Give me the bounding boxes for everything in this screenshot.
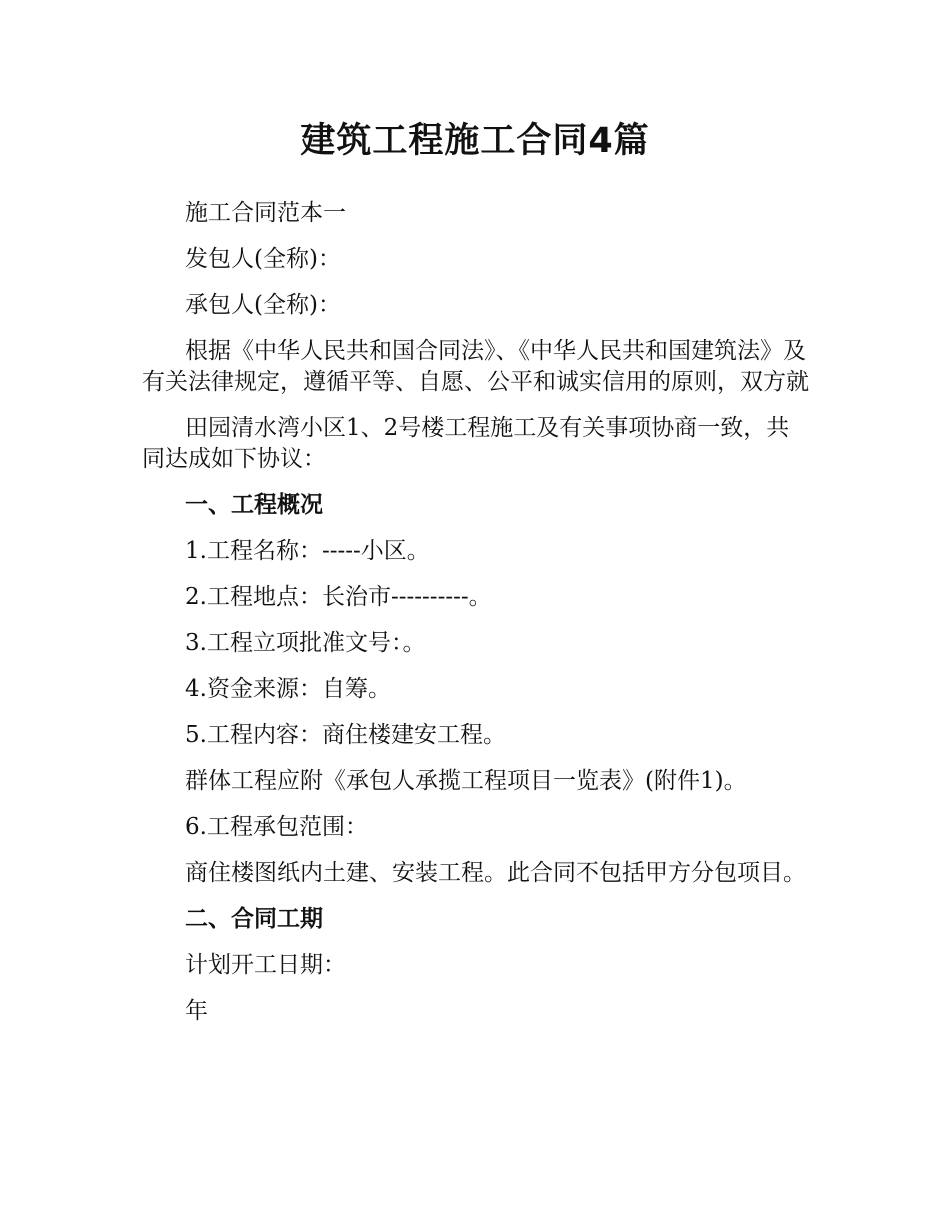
paragraph-group-project-note: 群体工程应附《承包人承揽工程项目一览表》(附件1)。: [185, 768, 747, 794]
paragraph-project-location: 2.工程地点：长治市----------。: [185, 584, 492, 610]
section-heading-project-overview: 一、工程概况: [185, 492, 323, 518]
paragraph-contract-sample-one: 施工合同范本一: [185, 200, 346, 226]
paragraph-project-content: 5.工程内容：商住楼建安工程。: [185, 722, 506, 748]
paragraph-legal-basis: 根据《中华人民共和国合同法》、《中华人民共和国建筑法》及有关法律规定，遵循平等、自愿、公平和诚实信用的原则，双方就: [142, 338, 809, 395]
paragraph-employer-name: 发包人(全称)：: [185, 246, 341, 272]
paragraph-scope-label: 6.工程承包范围：: [185, 814, 368, 840]
paragraph-approval-number: 3.工程立项批准文号：。: [185, 630, 426, 656]
paragraph-contractor-name: 承包人(全称)：: [185, 292, 341, 318]
document-body: [142, 198, 810, 1042]
section-heading-contract-period: 二、合同工期: [185, 906, 323, 932]
document-title: 建筑工程施工合同4篇: [300, 121, 650, 161]
paragraph-year: 年: [185, 998, 208, 1024]
paragraph-planned-start-date: 计划开工日期：: [185, 952, 346, 978]
paragraph-project-name: 1.工程名称：-----小区。: [185, 538, 430, 564]
paragraph-funding-source: 4.资金来源：自筹。: [185, 676, 391, 702]
paragraph-agreement-subject: 田园清水湾小区1、2号楼工程施工及有关事项协商一致，共同达成如下协议：: [142, 415, 790, 472]
paragraph-scope-detail: 商住楼图纸内土建、安装工程。此合同不包括甲方分包项目。: [185, 860, 806, 886]
